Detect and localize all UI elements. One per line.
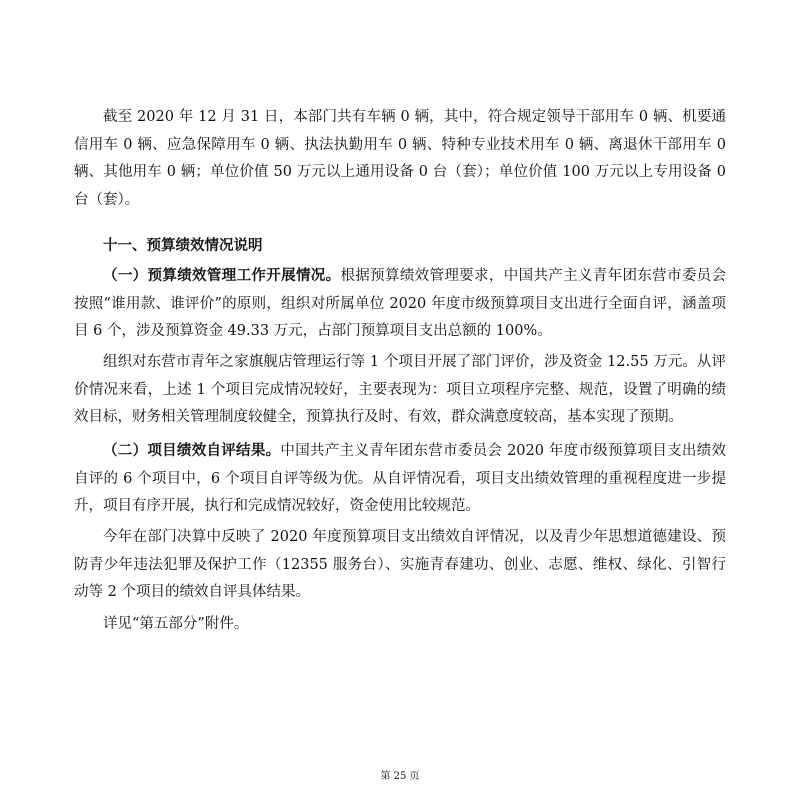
see-attachment-paragraph (74, 611, 726, 639)
performance-management-paragraph (74, 262, 726, 346)
vehicle-paragraph (74, 104, 726, 214)
see-attachment-text: 详见“第五部分”附件。 (103, 616, 249, 632)
final-accounts-text: 今年在部门决算中反映了 2020 年度预算项目支出绩效自评情况，以及青少年思想道德建设、预防青少年违法犯罪及保护工作（12355 服务台）、实施青春建功、创业、志愿、维权、绿化、引智行动等 2 个项目的绩效自评具体结果。 (74, 529, 726, 600)
performance-management-body: 根据预算绩效管理要求，中国共产主义青年团东营市委员会按照“谁用款、谁评价”的原则，组织对所属单位 2020 年度市级预算项目支出进行全面自评，涵盖项目 6 个，涉及预算资金 49.33 万元，占部门预算项目支出总额的 100%。 (74, 268, 727, 339)
department-evaluation-paragraph (74, 349, 726, 432)
performance-management-lead: （一）预算绩效管理工作开展情况。 (103, 267, 341, 284)
page-number: 第 25 页 (380, 771, 420, 782)
self-evaluation-result-body: 中国共产主义青年团东营市委员会 2020 年度市级预算项目支出绩效自评的 6 个项目中，6 个项目自评等级为优。从自评情况看，项目支出绩效管理的重视程度进一步提升，项目有序开展，执行和完成情况较好，资金使用比较规范。 (74, 443, 727, 514)
final-accounts-paragraph (74, 524, 726, 607)
self-evaluation-result-lead: （二）项目绩效自评结果。 (103, 442, 281, 459)
self-evaluation-result-paragraph (74, 437, 726, 521)
section-heading: 十一、预算绩效情况说明 (103, 237, 263, 254)
vehicle-paragraph-text: 截至 2020 年 12 月 31 日，本部门共有车辆 0 辆，其中，符合规定领导干部用车 0 辆、机要通信用车 0 辆、应急保障用车 0 辆、执法执勤用车 0 辆、特种专业技术用车 0 辆、离退休干部用车 0 辆、其他用车 0 辆；单位价值 50 万元以上通用设备 0 台（套）；单位价值 100 万元以上专用设备 0 台（套）。 (74, 109, 726, 208)
department-evaluation-text: 组织对东营市青年之家旗舰店管理运行等 1 个项目开展了部门评价，涉及资金 12.55 万元。从评价情况来看，上述 1 个项目完成情况较好，主要表现为：项目立项程序完整、规范，设置了明确的绩效目标，财务相关管理制度较健全，预算执行及时、有效，群众满意度较高，基本实现了预期。 (74, 354, 726, 425)
